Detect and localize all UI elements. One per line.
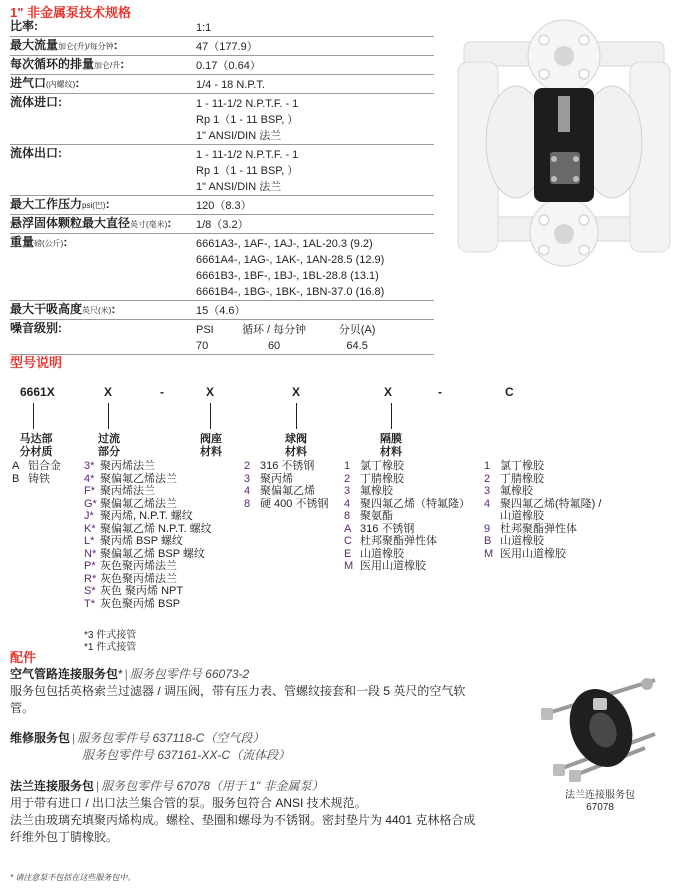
legend-key: A — [12, 460, 20, 472]
model-code-prefix: 6661X — [20, 385, 55, 399]
model-code-dash: - — [160, 385, 164, 399]
legend-item — [12, 460, 61, 473]
legend-item — [84, 535, 212, 548]
spec-row-weight: 重量磅(公斤): 6661A3-, 1AF-, 1AJ-, 1AL-20.3 (9.2) 6661A4-, 1AG-, 1AK-, 1AN-28.5 (12.9) 6661B3-, 1BF-, 1BJ-, 1BL-28.8 (13.1) 6661B4-, 1BG-, 1BK-, 1BN-37.0 (16.8) — [10, 234, 434, 301]
legend-item — [244, 485, 328, 498]
spec-label: 比率 — [10, 19, 35, 33]
legend-value: 聚偏氟乙烯法兰 — [100, 472, 177, 485]
spec-table — [10, 18, 434, 355]
caption-line: 法兰连接服务包 — [565, 790, 635, 801]
spec-value: 1 - 11-1/2 N.P.T.F. - 1 — [196, 98, 299, 110]
legend-value: 丁腈橡胶 — [500, 472, 544, 485]
legend-item — [84, 598, 212, 611]
legend-item — [484, 548, 601, 561]
legend-key: 2 — [484, 472, 491, 485]
legend-value: 316 不锈钢 — [260, 460, 315, 472]
spec-label: 每次循环的排量 — [10, 57, 95, 71]
spec-unit: 英尺(米) — [82, 306, 112, 315]
caption-line: 材料 — [200, 446, 222, 458]
legend-value: 聚偏氟乙烯 N.P.T. 螺纹 — [100, 522, 212, 535]
legend-ball — [344, 460, 470, 573]
spec-value: 1:1 — [196, 22, 212, 34]
flange-kit — [10, 778, 480, 846]
spec-row-displacement: 每次循环的排量加仑/升: 0.17（0.64） — [10, 56, 434, 75]
legend-value: 聚偏氟乙烯 BSP 螺纹 — [100, 547, 205, 560]
spec-label: 最大流量 — [10, 38, 59, 52]
legend-key: 1 — [484, 460, 491, 472]
legend-item — [484, 510, 601, 523]
weight-codes: 6661A3-, 1AF-, 1AJ-, 1AL- — [196, 238, 326, 250]
spec-unit: psi(巴) — [82, 201, 106, 210]
legend-key: T* — [84, 597, 95, 610]
legend-value: 氯丁橡胶 — [360, 460, 404, 472]
connector-line — [210, 403, 211, 429]
weight-codes: 6661B3-, 1BF-, 1BJ-, 1BL- — [196, 270, 326, 282]
legend-item — [344, 460, 470, 473]
legend-key: 3* — [84, 460, 95, 472]
legend-item — [484, 523, 601, 536]
legend-item — [484, 460, 601, 473]
legend-key: A — [344, 522, 352, 535]
legend-key: K* — [84, 522, 96, 535]
legend-value: 聚丙烯法兰 — [100, 460, 155, 472]
spec-value: Rp 1（1 - 11 BSP, ） — [196, 114, 299, 126]
caption-wetted — [92, 433, 126, 459]
weight-value: 28.5 (12.9) — [331, 254, 385, 266]
air-kit-name: 空气管路连接服务包 — [10, 667, 119, 681]
spec-title: 1" 非金属泵技术规格 — [10, 5, 132, 20]
legend-value: 杜邦聚酯弹性体 — [360, 535, 437, 547]
spec-label: 重量 — [10, 235, 35, 249]
part-suffix: （用于 1" 非金属泵） — [209, 779, 324, 793]
legend-value: 聚四氟乙烯(特氟隆) / — [500, 497, 602, 510]
pump-image — [450, 12, 678, 270]
legend-value: 硬 400 不锈钢 — [260, 497, 329, 510]
part-number: 637118-C — [152, 731, 205, 745]
caption-line: 部分 — [98, 446, 120, 458]
spec-label: 流体进口 — [10, 95, 59, 109]
legend-key: B — [484, 535, 492, 547]
legend-item — [84, 473, 212, 486]
flange-kit-header — [10, 778, 480, 795]
spec-value: 120（8.3） — [196, 200, 252, 212]
legend-item — [244, 473, 328, 486]
weight-row — [196, 236, 434, 252]
legend-value: 聚偏氟乙烯 — [260, 485, 315, 497]
caption-line: 分材质 — [19, 446, 53, 458]
legend-value: 灰色 聚丙烯 NPT — [100, 585, 184, 597]
caption-diaphragm — [376, 433, 406, 459]
air-kit-description: 服务包包括英格索兰过滤器 / 调压阀，带有压力表、管螺纹接套和一段 5 英尺的空气软管。 — [10, 684, 466, 715]
spec-value: 15（4.6） — [196, 305, 246, 317]
legend-item — [84, 498, 212, 511]
part-number: 66073-2 — [205, 667, 250, 681]
legend-value: 医用山道橡胶 — [360, 560, 426, 572]
legend-key: C — [344, 535, 352, 547]
legend-key: 2 — [344, 472, 351, 485]
part-suffix: （流体段） — [230, 748, 291, 762]
caption-line: 阀座 — [200, 433, 222, 445]
legend-item — [484, 535, 601, 548]
legend-key: L* — [84, 535, 95, 547]
legend-value: 氟橡胶 — [360, 485, 393, 497]
legend-value: 聚氨酯 — [360, 510, 393, 522]
legend-key: 9 — [484, 522, 491, 535]
spec-row-dry-lift: 最大干吸高度英尺(米): 15（4.6） — [10, 301, 434, 320]
legend-item — [344, 560, 470, 573]
flange-kit-image — [535, 672, 665, 782]
spec-row-fluid-outlet: 流体出口: 1 - 11-1/2 N.P.T.F. - 1 Rp 1（1 - 11 BSP, ） 1" ANSI/DIN 法兰 — [10, 145, 434, 196]
spec-value: 47（177.9） — [196, 41, 258, 53]
caption-ball — [281, 433, 311, 459]
spec-label: 进气口 — [10, 76, 47, 90]
spec-value: 1/8（3.2） — [196, 219, 249, 231]
spec-label: 流体出口 — [10, 146, 59, 160]
flange-kit-name: 法兰连接服务包 — [10, 779, 95, 793]
noise-values — [196, 338, 434, 354]
footnote-note: * 请注意泵不包括在这些服务包中。 — [10, 873, 136, 882]
legend-key: 4 — [244, 485, 251, 497]
legend-item — [484, 498, 601, 511]
part-label: 服务包零件号 — [77, 731, 150, 745]
legend-diaphragm — [484, 460, 601, 560]
legend-key: B — [12, 472, 20, 485]
flange-kit-description: 法兰由玻璃充填聚丙烯构成。螺栓、垫圈和螺母为不锈钢。密封垫片为 4401 克林格合成纤维外包丁腈橡胶。 — [10, 813, 476, 844]
legend-value: 聚丙烯, N.P.T. 螺纹 — [100, 510, 193, 522]
spec-value: 1" ANSI/DIN 法兰 — [196, 130, 282, 142]
weight-row — [196, 268, 434, 284]
spec-unit: 加仑/升 — [94, 61, 121, 70]
spec-row-max-solids: 悬浮固体颗粒最大直径英寸(毫米): 1/8（3.2） — [10, 215, 434, 234]
legend-key: M — [484, 547, 494, 560]
legend-value: 铸铁 — [28, 472, 50, 485]
legend-value: 聚偏氟乙烯法兰 — [100, 497, 177, 510]
legend-value: 山道橡胶 — [500, 535, 544, 547]
spec-label: 悬浮固体颗粒最大直径 — [10, 216, 131, 230]
legend-key — [484, 510, 500, 523]
noise-header: PSI — [196, 324, 214, 336]
model-code-suffix: C — [505, 385, 514, 399]
part-number: 637161-XX-C — [157, 748, 231, 762]
spec-row-ratio: 比率: 1:1 — [10, 18, 434, 37]
legend-item — [84, 560, 212, 573]
spec-label: 最大工作压力 — [10, 197, 83, 211]
spec-value: Rp 1（1 - 11 BSP, ） — [196, 165, 299, 177]
legend-item — [244, 460, 328, 473]
legend-item — [84, 573, 212, 586]
accessories-title: 配件 — [10, 650, 37, 665]
legend-item — [84, 460, 212, 473]
caption-motor — [18, 433, 54, 459]
weight-codes: 6661B4-, 1BG-, 1BK-, 1BN- — [196, 286, 332, 298]
separator: | — [96, 779, 100, 793]
legend-item — [12, 473, 61, 486]
legend-item — [344, 523, 470, 536]
legend-value: 灰色聚丙烯 BSP — [100, 597, 181, 610]
spec-unit: 英寸(毫米) — [130, 220, 168, 229]
separator: | — [124, 667, 128, 681]
legend-item — [484, 485, 601, 498]
part-number: 67078 — [176, 779, 210, 793]
legend-item — [84, 485, 212, 498]
model-code-diaphragm: X — [384, 385, 393, 399]
legend-key: 3 — [344, 485, 351, 497]
spec-unit: (内螺纹) — [46, 80, 76, 89]
repair-kit-name: 维修服务包 — [10, 731, 71, 745]
legend-key: 4 — [484, 497, 491, 510]
legend-value: 铝合金 — [28, 460, 61, 472]
repair-kit-line-2 — [10, 747, 480, 764]
legend-item — [344, 535, 470, 548]
spec-value: 1" ANSI/DIN 法兰 — [196, 181, 282, 193]
legend-value: 氯丁橡胶 — [500, 460, 544, 472]
legend-key: 3 — [244, 472, 251, 485]
weight-codes: 6661A4-, 1AG-, 1AK-, 1AN- — [196, 254, 332, 266]
legend-key: 8 — [244, 497, 251, 510]
spec-unit: 加仑(升)/每分钟 — [58, 42, 114, 51]
legend-value: 杜邦聚酯弹性体 — [500, 522, 577, 535]
spec-value: 0.17（0.64） — [196, 60, 261, 72]
legend-item — [344, 498, 470, 511]
weight-row — [196, 284, 434, 300]
legend-motor — [12, 460, 61, 485]
legend-value: 聚丙烯 BSP 螺纹 — [100, 535, 183, 547]
separator: | — [72, 731, 76, 745]
legend-value: 316 不锈钢 — [360, 522, 415, 535]
repair-kit — [10, 730, 480, 764]
legend-key: G* — [84, 497, 97, 510]
legend-item — [84, 510, 212, 523]
legend-item — [84, 523, 212, 536]
legend-key: 8 — [344, 510, 351, 522]
legend-value: 氟橡胶 — [500, 485, 533, 497]
flange-kit-caption — [545, 790, 655, 814]
noise-headers — [196, 322, 434, 338]
model-code-seat: X — [206, 385, 215, 399]
legend-item — [344, 473, 470, 486]
legend-key: 4* — [84, 472, 95, 485]
legend-key: 1 — [344, 460, 351, 472]
spec-unit: 磅(公斤) — [34, 239, 64, 248]
spec-label: 最大干吸高度 — [10, 302, 83, 316]
legend-value: 丁腈橡胶 — [360, 472, 404, 485]
legend-key: N* — [84, 547, 97, 560]
legend-key: F* — [84, 485, 95, 497]
connector-line — [33, 403, 34, 429]
caption-line: 67078 — [586, 802, 614, 813]
caption-line: 隔膜 — [380, 433, 402, 445]
air-kit — [10, 666, 480, 717]
air-kit-star: * — [118, 667, 123, 681]
part-label: 服务包零件号 — [129, 667, 202, 681]
footnote-3-piece: *3 件式接管 — [84, 630, 137, 641]
footnote-1-piece: *1 件式接管 — [84, 642, 137, 653]
spec-row-max-pressure: 最大工作压力psi(巴): 120（8.3） — [10, 196, 434, 215]
model-code-ball: X — [292, 385, 301, 399]
legend-key: J* — [84, 510, 94, 522]
legend-key: R* — [84, 572, 97, 585]
part-label: 服务包零件号 — [101, 779, 174, 793]
legend-key: E — [344, 547, 352, 560]
model-code-dash: - — [438, 385, 442, 399]
legend-key: 4 — [344, 497, 351, 510]
legend-key: M — [344, 560, 354, 572]
legend-item — [484, 473, 601, 486]
spec-row-noise: 噪音级别: PSI 循环 / 每分钟 分贝(A) 70 60 64.5 — [10, 320, 434, 355]
legend-value: 医用山道橡胶 — [500, 547, 566, 560]
flange-kit-description: 用于带有进口 / 出口法兰集合管的泵。服务包符合 ANSI 技术规范。 — [10, 796, 367, 810]
weight-value: 28.8 (13.1) — [325, 270, 379, 282]
connector-line — [391, 403, 392, 429]
spec-value: 1/4 - 18 N.P.T. — [196, 79, 265, 91]
legend-key: S* — [84, 585, 96, 597]
noise-header: 循环 / 每分钟 — [241, 324, 307, 336]
repair-kit-header — [10, 730, 480, 747]
connector-line — [296, 403, 297, 429]
legend-value: 聚丙烯 — [260, 472, 293, 485]
noise-value: 64.5 — [346, 340, 368, 352]
legend-wetted — [84, 460, 212, 610]
part-label: 服务包零件号 — [82, 748, 155, 762]
legend-item — [84, 585, 212, 598]
caption-seat — [196, 433, 226, 459]
spec-row-max-flow: 最大流量加仑(升)/每分钟: 47（177.9） — [10, 37, 434, 56]
noise-header: 分贝(A) — [338, 324, 376, 336]
legend-item — [344, 485, 470, 498]
caption-line: 材料 — [380, 446, 402, 458]
legend-key: 3 — [484, 485, 491, 497]
legend-item — [344, 548, 470, 561]
caption-line: 马达部 — [19, 433, 53, 445]
spec-row-fluid-inlet: 流体进口: 1 - 11-1/2 N.P.T.F. - 1 Rp 1（1 - 11 BSP, ） 1" ANSI/DIN 法兰 — [10, 94, 434, 145]
legend-value: 聚四氟乙烯（特氟隆） — [360, 497, 470, 510]
connector-line — [108, 403, 109, 429]
legend-item — [84, 548, 212, 561]
spec-label: 噪音级别 — [10, 321, 59, 335]
weight-value: 20.3 (9.2) — [325, 238, 373, 250]
part-suffix: （空气段） — [204, 731, 265, 745]
air-kit-header — [10, 666, 480, 683]
noise-value: 60 — [267, 340, 281, 352]
legend-value: 灰色聚丙烯法兰 — [100, 560, 177, 572]
model-title: 型号说明 — [10, 355, 63, 370]
legend-value: 山道橡胶 — [500, 510, 544, 522]
legend-value: 聚丙烯法兰 — [100, 485, 155, 497]
caption-line: 球阀 — [285, 433, 307, 445]
legend-seat — [244, 460, 328, 510]
weight-row — [196, 252, 434, 268]
caption-line: 过流 — [98, 433, 120, 445]
legend-item — [244, 498, 328, 511]
caption-line: 材料 — [285, 446, 307, 458]
weight-value: 37.0 (16.8) — [331, 286, 385, 298]
model-code-wetted: X — [104, 385, 113, 399]
legend-item — [344, 510, 470, 523]
legend-key: P* — [84, 560, 96, 572]
legend-key: 2 — [244, 460, 251, 472]
legend-value: 灰色聚丙烯法兰 — [100, 572, 177, 585]
legend-value: 山道橡胶 — [360, 547, 404, 560]
spec-row-air-inlet: 进气口(内螺纹): 1/4 - 18 N.P.T. — [10, 75, 434, 94]
spec-value: 1 - 11-1/2 N.P.T.F. - 1 — [196, 149, 299, 161]
noise-value: 70 — [196, 340, 209, 352]
